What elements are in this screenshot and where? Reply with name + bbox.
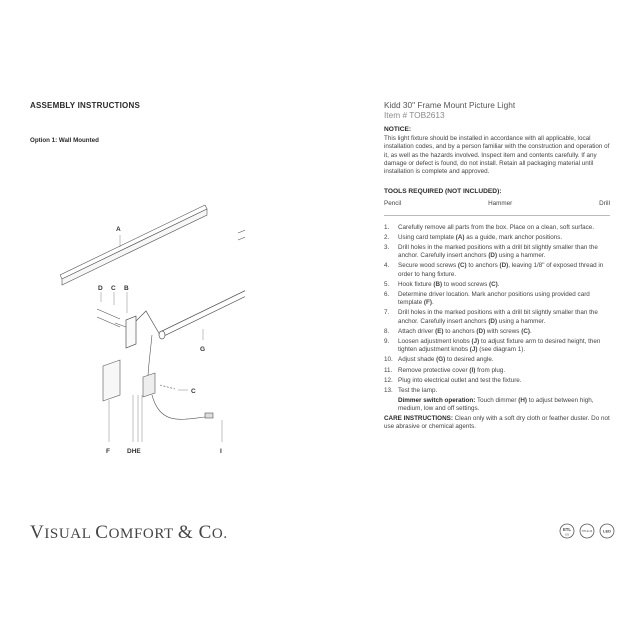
label-b: B [124, 285, 129, 292]
left-mount-bracket [126, 311, 160, 348]
notice-text: This light fixture should be installed in accordance with all applicable, local installation codes, and by a person familiar with the construction and operation of it, as well as the hazards involved. Inspect item and contents carefully. If any damage or defect is found, do not install. Retain all packaging material until installation is complete and approved. [384, 135, 610, 176]
step-11 [384, 367, 610, 375]
step-8 [384, 328, 610, 336]
step-number: 4. [384, 262, 390, 270]
brand-ampersand: & [177, 522, 199, 543]
left-screws [97, 309, 126, 327]
step-number: 2. [384, 233, 390, 241]
step-number: 10. [384, 356, 393, 364]
label-dhe: DHE [127, 448, 141, 455]
title24-badge [580, 524, 594, 538]
driver-template-f [103, 360, 120, 401]
step-number: 6. [384, 291, 390, 299]
label-c-lower: C [191, 388, 196, 395]
certification-badges [558, 518, 618, 548]
step-number: 9. [384, 338, 390, 346]
step-9 [384, 338, 610, 354]
tools-list [384, 200, 610, 208]
step-10 [384, 356, 610, 364]
brand-part-isual: ISUAL [44, 526, 96, 542]
led-badge [600, 524, 614, 538]
step-text: Hook fixture (B) to wood screws (C). [398, 280, 500, 288]
step-text: Plug into electrical outlet and test the fixture. [398, 376, 522, 384]
dimmer-operation [384, 397, 610, 413]
product-name: Kidd 30" Frame Mount Picture Light [384, 100, 516, 110]
assembly-instructions-title: ASSEMBLY INSTRUCTIONS [30, 101, 140, 110]
brand-part-o: O. [211, 526, 228, 542]
dimmer-text: Touch dimmer (H) to adjust between high, medium, low and off settings. [398, 397, 594, 413]
item-number: Item # TOB2613 [384, 110, 445, 120]
steps-list [384, 224, 610, 396]
tool-pencil: Pencil [384, 200, 402, 208]
brand-letter-c2: C [198, 522, 212, 543]
led-mark: LED [603, 528, 611, 534]
upper-screws [238, 225, 245, 240]
brand-letter-c: C [95, 522, 109, 543]
step-text: Carefully remove all parts from the box. Place on a clean, soft surface. [398, 223, 594, 231]
step-number: 7. [384, 309, 390, 317]
label-a: A [116, 226, 121, 233]
step-number: 1. [384, 223, 390, 231]
step-number: 8. [384, 327, 390, 335]
step-4 [384, 262, 610, 278]
step-text: Drill holes in the marked positions with a drill bit slightly smaller than the anchor. Carefully insert anchors (D) using a hammer. [398, 244, 598, 260]
instructions-column [384, 100, 610, 431]
option-wall-mounted-label: Option 1: Wall Mounted [30, 137, 99, 144]
divider [384, 215, 610, 216]
step-text: Using card template (A) as a guide, mark anchor positions. [398, 233, 563, 241]
care-text: Clean only with a soft dry cloth or feather duster. Do not use abrasive or chemical agents. [384, 414, 610, 430]
step-text: Attach driver (E) to anchors (D) with screws (C). [398, 327, 532, 335]
step-1 [384, 224, 610, 232]
step-text: Determine driver location. Mark anchor positions using provided card template (F). [398, 291, 590, 307]
step-2 [384, 234, 610, 242]
plug-i [205, 413, 213, 418]
label-g: G [200, 346, 206, 353]
brand-letter-v: V [30, 522, 45, 543]
label-f: F [106, 448, 110, 455]
etl-badge [560, 524, 574, 538]
care-label: CARE INSTRUCTIONS: [384, 414, 453, 422]
step-number: 12. [384, 376, 393, 384]
cord-to-plug [152, 395, 205, 419]
step-12 [384, 377, 610, 385]
step-13 [384, 387, 610, 395]
step-text: Secure wood screws (C) to anchors (D), leaving 1/8" of exposed thread in order to hang fixture. [398, 262, 604, 278]
step-number: 5. [384, 280, 390, 288]
brand-part-omfort: OMFORT [108, 526, 178, 542]
step-number: 11. [384, 366, 393, 374]
step-5 [384, 281, 610, 289]
step-3 [384, 244, 610, 260]
step-text: Loosen adjustment knobs (J) to adjust fixture arm to desired height, then tighten adjustment knobs (J) (see diagram 1). [398, 338, 601, 354]
step-text: Remove protective cover (I) from plug. [398, 366, 506, 374]
lamp-shade-g [159, 261, 245, 339]
step-text: Test the lamp. [398, 387, 438, 395]
etl-mark: ETL [562, 527, 572, 532]
step-text: Drill holes in the marked positions with a drill bit slightly smaller than the anchor. Carefully insert anchors (D) using a hammer. [398, 309, 598, 325]
step-number: 3. [384, 244, 390, 252]
tool-drill: Drill [599, 200, 610, 208]
power-cord [148, 335, 152, 377]
dimmer-label: Dimmer switch operation: [398, 397, 476, 405]
label-i: I [220, 448, 222, 455]
step-6 [384, 291, 610, 307]
step-7 [384, 309, 610, 325]
step-number: 13. [384, 387, 393, 395]
step-text: Adjust shade (G) to desired angle. [398, 356, 494, 364]
label-d: D [98, 285, 103, 292]
driver-box-e [143, 373, 155, 397]
title24-mark: TITLE 24 [581, 530, 593, 533]
tools-heading: TOOLS REQUIRED (NOT INCLUDED): [384, 188, 502, 196]
brand-logo [30, 522, 228, 544]
assembly-diagram [60, 195, 245, 460]
label-c: C [111, 285, 116, 292]
template-card-a [60, 205, 207, 285]
etl-us: US [565, 532, 569, 537]
screw-c-lower [160, 385, 175, 389]
tool-hammer: Hammer [488, 200, 513, 208]
care-instructions [384, 415, 610, 431]
notice-heading: NOTICE: [384, 126, 412, 133]
